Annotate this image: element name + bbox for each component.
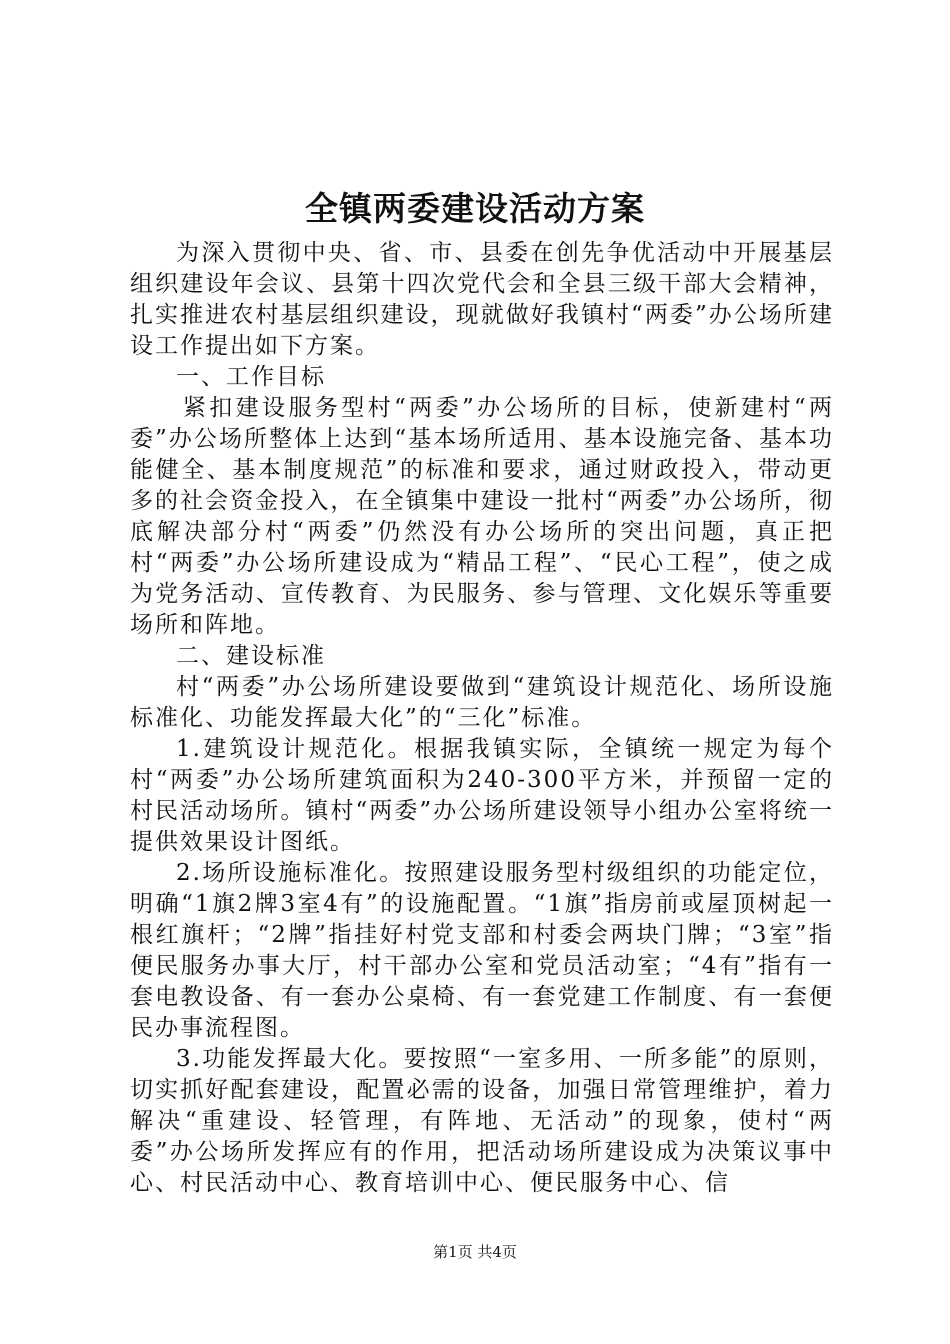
document-body bbox=[130, 238, 834, 1199]
paragraph-item-3: 3.功能发挥最大化。要按照“一室多用、一所多能”的原则，切实抓好配套建设，配置必需的设备，加强日常管理维护，着力解决“重建设、轻管理，有阵地、无活动”的现象，使村“两委”办公场所发挥应有的作用，把活动场所建设成为决策议事中心、村民活动中心、教育培训中心、便民服务中心、信 bbox=[130, 1046, 834, 1196]
document-title: 全镇两委建设活动方案 bbox=[305, 189, 645, 228]
paragraph-item-2: 2.场所设施标准化。按照建设服务型村级组织的功能定位，明确“1旗2牌3室4有”的设施配置。“1旗”指房前或屋顶树起一根红旗杆；“2牌”指挂好村党支部和村委会两块门牌；“3室”指便民服务办事大厅，村干部办公室和党员活动室；“4有”指有一套电教设备、有一套办公桌椅、有一套党建工作制度、有一套便民办事流程图。 bbox=[130, 860, 834, 1041]
paragraph-item-1: 1.建筑设计规范化。根据我镇实际，全镇统一规定为每个村“两委”办公场所建筑面积为240-300平方米，并预留一定的村民活动场所。镇村“两委”办公场所建设领导小组办公室将统一提供效果设计图纸。 bbox=[130, 736, 834, 855]
section-heading-standards: 二、建设标准 bbox=[176, 643, 326, 669]
page-number-footer: 第1页 共4页 bbox=[433, 1243, 517, 1261]
paragraph-standards: 村“两委”办公场所建设要做到“建筑设计规范化、场所设施标准化、功能发挥最大化”的“三化”标准。 bbox=[130, 674, 834, 731]
paragraph-intro: 为深入贯彻中央、省、市、县委在创先争优活动中开展基层组织建设年会议、县第十四次党代会和全县三级干部大会精神，扎实推进农村基层组织建设，现就做好我镇村“两委”办公场所建设工作提出如下方案。 bbox=[130, 240, 834, 359]
paragraph-goals: 紧扣建设服务型村“两委”办公场所的目标，使新建村“两委”办公场所整体上达到“基本场所适用、基本设施完备、基本功能健全、基本制度规范”的标准和要求，通过财政投入，带动更多的社会资金投入，在全镇集中建设一批村“两委”办公场所，彻底解决部分村“两委”仍然没有办公场所的突出问题，真正把村“两委”办公场所建设成为“精品工程”、“民心工程”，使之成为党务活动、宣传教育、为民服务、参与管理、文化娱乐等重要场所和阵地。 bbox=[130, 395, 834, 638]
section-heading-goals: 一、工作目标 bbox=[176, 364, 326, 390]
